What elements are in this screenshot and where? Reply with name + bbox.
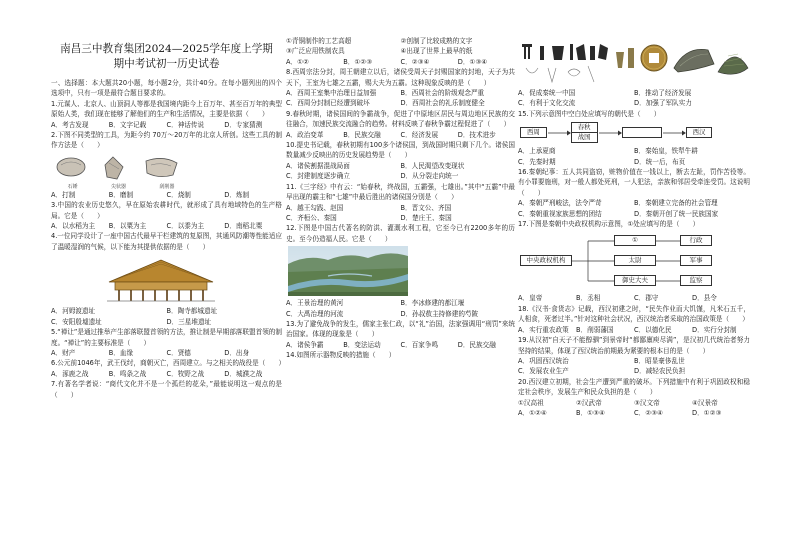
statement: ④出现了世界上最早的纸 [400,47,473,56]
arrow-right-icon [662,129,686,137]
option[interactable]: C．有利于文化交流 [518,99,576,108]
option[interactable]: D．秦朝开创了统一民族国家 [634,209,719,218]
option[interactable]: D．三星堆遗址 [166,317,212,326]
question-2-options [51,190,282,200]
option[interactable]: B．秦始皇，铁犁牛耕 [634,147,698,156]
caption: 石锤 [67,183,78,190]
option[interactable]: A．以水稻为主 [51,222,96,231]
option[interactable]: C．安阳殷墟遗址 [51,317,102,326]
column-2 [286,36,515,361]
option[interactable]: B．①②③ [343,57,373,66]
question-12: 12.下图是中国古代著名的防洪、灌溉水利工程，它至今已有2200多年的历史。至今仍造福人民。它是（ ） [286,224,515,243]
option[interactable]: D．实行分封制 [692,325,737,334]
question-11-options [286,203,515,224]
option[interactable]: C．齐桓公、秦国 [286,213,337,222]
question-1-options [51,120,282,130]
question-16-options [518,198,750,219]
question-10-options [286,161,515,182]
option[interactable]: C．烧制 [166,190,191,199]
column-1 [51,42,286,400]
flow-box: 西汉 [686,127,713,138]
option[interactable]: B．文字记载 [108,120,147,129]
option[interactable]: A．越王勾践、赵国 [286,203,344,212]
option[interactable]: A．河姆渡遗址 [51,307,96,316]
exam-title-line1: 南昌三中教育集团2024—2025学年度上学期 [60,43,273,55]
option[interactable]: B．鸣条之战 [108,369,147,378]
option[interactable]: A．秦朝严刑峻法，法令严苛 [518,199,602,208]
option[interactable]: B．秦朝建立完备的社会管理 [634,199,718,208]
option[interactable]: D．出身 [224,348,250,357]
option[interactable]: C．秦朝重视家族思想的团结 [518,209,602,218]
option[interactable]: C．神话传说 [166,120,205,129]
question-17: 17.下图是秦朝中央政权机构示意图，①处应填写的是（ ） [518,220,700,229]
option[interactable]: C．封建制度逐步确立 [286,172,350,181]
dynasty-flow-diagram [520,122,750,143]
qin-standardization-figure [518,38,750,86]
option[interactable]: D．炼制 [224,190,250,199]
option[interactable]: B．丞相 [576,294,601,303]
option[interactable]: D．①②③ [692,408,722,417]
question-1: 1.元谋人、北京人、山顶洞人等都是我国境内距今上百万年、甚至百万年的典型原始人类，我们现在能够了解他们的生产和生活情况，主要是依据（ ） [51,99,282,119]
option[interactable]: A．巩固西汉统治 [518,356,569,365]
flow-box: 西周 [520,127,547,138]
option[interactable]: B．晋文公、齐国 [400,203,452,212]
column-3 [518,36,750,418]
exam-title [51,42,282,72]
question-19-options [518,356,750,377]
question-5-options [51,348,282,358]
statement: ①青铜制作的工艺高超 [286,37,352,45]
option[interactable]: B．削弱藩国 [576,325,614,334]
question-15-options [518,146,750,167]
diagram-center-box: 中央政权机构 [520,255,572,266]
statement: ②创制了比较成熟的文字 [400,37,473,45]
option[interactable]: B．人民渴望改变现状 [400,161,465,170]
option[interactable]: A．考古发现 [51,120,89,129]
option[interactable]: B．推动了经济发展 [634,89,692,97]
option[interactable]: D．民族交融 [457,340,496,349]
option[interactable]: D．西周社会的礼乐制度健全 [400,99,485,108]
arrow-right-icon [547,129,571,137]
caption: 刮削器 [159,183,175,190]
option[interactable]: B．西周社会的阶级观念严重 [400,89,485,98]
question-3-options [51,221,282,231]
flow-box: 战国 [571,133,598,143]
question-12-options [286,298,515,319]
option[interactable]: D．城濮之战 [224,369,263,378]
option[interactable]: A．促成秦统一中国 [518,89,576,97]
section-instructions: 一、选择题：本大题共20小题，每小题2分，共计40分。在每小题列出的四个选项中，只有一项是最符合题目要求的。 [51,79,282,98]
option[interactable]: D．楚庄王、秦国 [400,213,452,222]
stone-tools-figure [51,153,191,183]
river-project-photo [288,246,408,296]
question-17-options [518,293,750,303]
option[interactable]: C．郡守 [634,294,659,303]
option[interactable]: D．专家猜测 [224,120,263,129]
option[interactable]: A．①② [286,57,309,66]
question-16: 16.秦朝纪事：五人共同盗窃，赃物价值在一钱以上，断去左趾，罚作苦役等。有小罪要施刑，对一般人都处死刑，一人犯法，亲族和邻居受牵连受罚。这说明（ ） [518,168,750,197]
option[interactable]: C．贤德 [166,348,191,357]
question-20-options [518,408,750,418]
question-9-options [286,130,515,140]
question-10: 10.提史书记载，春秋初期有100多个诸侯国，到战国时期只剩下几个。诸侯国数量减少反映出的历史发展趋势是（ ） [286,141,515,160]
arrow-right-icon [598,129,622,137]
option[interactable]: B．血缘 [108,348,134,357]
option[interactable]: B．磨制 [108,190,134,199]
flow-blank-box [622,127,662,138]
option[interactable]: A．①②④ [518,408,547,417]
option[interactable]: B．昭显豪侈乱世 [634,356,685,365]
question-7-options [286,57,515,67]
question-6-options [51,369,282,379]
diagram-box: 太尉 [614,255,656,266]
option[interactable]: B．李冰修建的都江堰 [400,299,465,308]
question-8: 8.西周宗法分封，周王朝建立以后，诸侯受周天子封赐国家的封地，天子为共天下，王室为七雄之五霸，赐大夫为五霸。这种现象反映的是（ ） [286,68,515,87]
question-4-options [51,306,282,327]
question-3: 3.中国的农业历史悠久，早在原始农耕时代，就形成了具有地域特色的生产格局。它是（ ） [51,201,282,220]
question-15: 15.下列示意图中空白处应填写的朝代是（ ） [518,109,661,118]
option[interactable]: D．从分裂走向统一 [400,172,459,181]
option[interactable]: C．百家争鸣 [400,340,439,349]
question-11: 11.《三字经》中有云：“始春秋，终战国，五霸强，七雄出。”其中“五霸”中最早出现的霸主和“七雄”中最后胜出的诸侯国分别是（ ） [286,182,515,202]
option[interactable]: A．西周王室集中治理日益加强 [286,89,377,98]
question-18: 18.《汉书·食货志》记载，西汉初建之时，“民失作业而大饥馑，凡米石五千，人相食，死者过半。”针对这种社会状况，西汉统治者采取的治国政策是（ ） [518,304,750,324]
statement: ④汉景帝 [692,398,718,407]
question-5: 5.“禅让”是通过推举产生部落联盟首领的方法，推让制是早期部落联盟首领的制度。“禅让”的主要标准是（ ） [51,328,282,347]
question-4: 4.一位同学设计了一座中国古代最早干栏建筑的复原图，其通风防潮等性能适应了温暖湿润的气候，以下能为其提供依据的是（ ） [51,232,282,251]
option[interactable]: A．上承夏商 [518,147,556,156]
option[interactable]: A．王景治理的黄河 [286,299,344,308]
option[interactable]: C．先秦时期 [518,157,556,166]
option[interactable]: A．诸侯争霸 [286,340,324,349]
question-14-options [518,88,750,109]
option[interactable]: C．②③④ [634,408,663,417]
diagram-box: 御史大夫 [614,275,656,286]
statement: ①汉高祖 [518,398,544,407]
question-13-options [286,340,515,350]
question-19: 19.从汉初“自天子不能醇驷”到景帝时“都鄙廪庾尽满”，是汉初几代统治者努力坚持的结果，体现了西汉统治前期最为紧要的根本目的是（ ） [518,336,750,355]
diagram-box: 军事 [680,255,712,266]
option[interactable]: C．以黍为主 [166,222,205,231]
option[interactable]: B．变法运动 [343,340,381,349]
option[interactable]: A．财产 [51,348,76,357]
option[interactable]: C．牧野之战 [166,369,205,378]
option[interactable]: C．②③④ [400,57,430,66]
option[interactable]: D．①③④ [457,57,488,66]
option[interactable]: A．涿鹿之战 [51,369,89,378]
question-7-items [286,36,515,57]
question-20: 20.西汉建立初期，社会生产遭到严重的破坏。下列措施中有利于巩固政权和稳定社会秩序，发展生产和民众负担的是（ ） [518,377,750,397]
question-9: 9.春秋时期，诸侯国间的争霸战争，促进了中原地区居民与周边地区民族的交往融合，加速民族交流融合的趋势。材料反映了春秋争霸过程促进了（ ） [286,109,515,129]
question-6: 6.公元前1046年，武王伐纣，商朝灭亡，西周建立。与之相关的战役是（ ） [51,359,286,368]
question-18-options [518,325,750,335]
question-2: 2.下图不同类型的工具，为距今约 70万～20万年的北京人所创。这些工具的制作方法是（ ） [51,131,282,150]
question-14: 14.如图所示器物反映的措施（ ） [286,351,396,360]
question-7: 7.有著名学者说：“商代文化并不是一个孤烂的花朵，”最能说明这一观点的是（ ） [51,380,282,399]
option[interactable]: D．县令 [692,294,717,303]
option[interactable]: D．南稻北粟 [224,222,263,231]
option[interactable]: D．孙叔敖主持修建的芍陂 [400,309,479,318]
option[interactable]: A．皇帝 [518,294,543,303]
exam-title-line2: 期中考试初一历史试卷 [113,58,220,70]
option[interactable]: A．实行重农政策 [518,325,569,334]
caption: 尖状器 [110,183,126,190]
option[interactable]: D．加强了军队实力 [634,99,692,108]
option[interactable]: B．以粟为主 [108,222,147,231]
option[interactable]: D．统一后，布页 [634,157,686,166]
flow-stack [571,122,598,143]
statement: ③汉文帝 [634,398,660,407]
option[interactable]: C．经济发展 [400,130,439,139]
government-structure-diagram [518,232,750,290]
diagram-box: 监察 [680,275,712,286]
option[interactable]: B．陶寺都城遗址 [166,307,218,316]
flow-box: 春秋 [571,122,598,133]
option[interactable]: A．诸侯割据混战局面 [286,161,350,170]
diagram-box: 行政 [680,235,712,246]
question-8-options [286,88,515,109]
option[interactable]: C．发展农业生产 [518,367,569,376]
option[interactable]: B．①③④ [576,408,605,417]
statement: ③广泛应用铁制农具 [286,47,345,56]
option[interactable]: D．减轻农民负担 [634,367,686,376]
question-20-items [518,398,750,408]
stilt-house-figure [101,254,221,304]
option[interactable]: C．西周分封制已经遭到破坏 [286,99,370,108]
option[interactable]: B．民族交融 [343,130,381,139]
question-13: 13.为了避免战争的发生，儒家主张仁政，以“礼”治国，法家强调用“刑罚”来统治国家。体现的现象是（ ） [286,319,515,339]
option[interactable]: A．政治变革 [286,130,324,139]
option[interactable]: C．大禹治理的河流 [286,309,344,318]
diagram-blank-box: ① [614,235,656,246]
option[interactable]: A．打制 [51,190,76,199]
statement: ②汉武帝 [576,398,602,407]
option[interactable]: D．技术进步 [457,130,496,139]
option[interactable]: C．以德化民 [634,325,672,334]
